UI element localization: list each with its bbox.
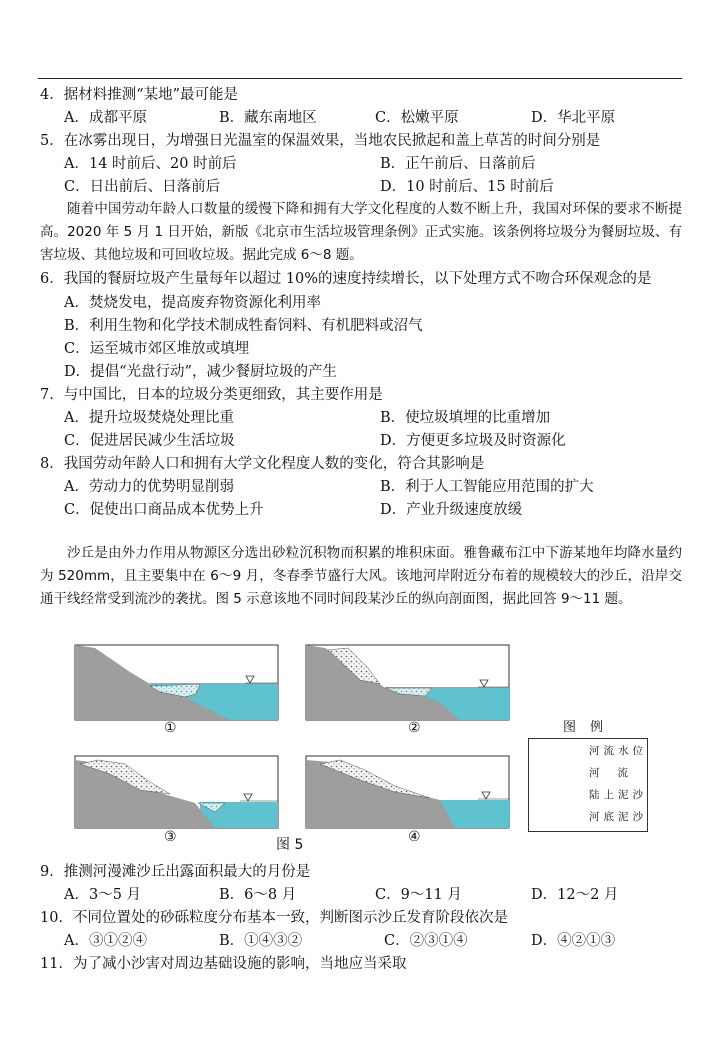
profile-panel-1: [75, 645, 278, 720]
panel-label-1: ①: [164, 720, 177, 736]
legend-box: [528, 738, 648, 832]
passage-garbage: 随着中国劳动年龄人口数量的缓慢下降和拥有大学文化程度的人数不断上升，我国对环保的要求不断提高。2020 年 5 月 1 日开始，新版《北京市生活垃圾管理条例》正式实施。该条例将垃圾分为餐厨垃圾、有害垃圾、其他垃圾和可回收垃圾。据此完成 6～8 题。: [40, 201, 682, 263]
q9-option-d: D．12～2 月: [531, 887, 619, 903]
q5-option-b: B．正午前后、日落前后: [380, 156, 536, 172]
q8-option-c: C．促使出口商品成本优势上升: [64, 502, 264, 518]
q10-stem: 10．不同位置处的砂砾粒度分布基本一致，判断图示沙丘发育阶段依次是: [40, 910, 508, 926]
q8-option-a: A．劳动力的优势明显削弱: [64, 479, 234, 495]
q5-option-c: C．日出前后、日落前后: [64, 179, 221, 195]
q6-stem: 6．我国的餐厨垃圾产生量每年以超过 10%的速度持续增长，以下处理方式不吻合环保观念的是: [40, 271, 652, 287]
q4-option-d: D．华北平原: [531, 110, 616, 126]
q7-stem: 7．与中国比，日本的垃圾分类更细致，其主要作用是: [40, 387, 383, 403]
passage-dune: 沙丘是由外力作用从物源区分选出砂粒沉积物而积累的堆积床面。雅鲁藏布江中下游某地年均降水量约为 520mm，且主要集中在 6～9 月，冬春季节盛行大风。该地河岸附近分布着的规模较大的沙丘，沿岸交通干线经常受到流沙的袭扰。图 5 示意该地不同时间段某沙丘的纵向剖面图，据此回答 9～11 题。: [40, 545, 682, 607]
q10-option-b: B．①④③②: [219, 933, 303, 949]
riverbed-sand-label: 河底泥沙: [589, 811, 647, 823]
q10-option-d: D．④②①③: [531, 933, 616, 949]
q6-option-a: A．焚烧发电，提高废弃物资源化利用率: [64, 295, 321, 311]
land-sand-label: 陆上泥沙: [589, 789, 647, 801]
q8-option-d: D．产业升级速度放缓: [380, 502, 523, 518]
q9-option-a: A．3～5 月: [64, 887, 142, 903]
q9-stem: 9．推测河漫滩沙丘出露面积最大的月份是: [40, 864, 311, 880]
q6-option-b: B．利用生物和化学技术制成牲畜饲料、有机肥料或沼气: [64, 318, 423, 334]
q10-option-a: A．③①②④: [64, 933, 147, 949]
q5-option-a: A．14 时前后、20 时前后: [64, 156, 237, 172]
q7-option-d: D．方便更多垃圾及时资源化: [380, 433, 566, 449]
q8-option-b: B．利于人工智能应用范围的扩大: [380, 479, 594, 495]
profile-panel-4: [306, 756, 509, 828]
panel-label-2: ②: [408, 720, 421, 736]
panel-label-3: ③: [164, 829, 177, 845]
q4-option-c: C．松嫩平原: [375, 110, 459, 126]
q6-option-d: D．提倡“光盘行动”，减少餐厨垃圾的产生: [64, 364, 337, 380]
q4-option-b: B．藏东南地区: [219, 110, 317, 126]
q7-option-c: C．促进居民减少生活垃圾: [64, 433, 235, 449]
q5-option-d: D．10 时前后、15 时前后: [380, 179, 554, 195]
q10-option-c: C．②③①④: [384, 933, 468, 949]
q4-option-a: A．成都平原: [64, 110, 147, 126]
q9-option-c: C．9～11 月: [375, 887, 462, 903]
q5-stem: 5．在冰雾出现日，为增强日光温室的保温效果，当地农民掀起和盖上草苫的时间分别是: [40, 133, 601, 149]
river-label: 河流: [589, 767, 646, 779]
profile-panel-3: [75, 756, 278, 828]
q7-option-b: B．使垃圾填埋的比重增加: [380, 410, 551, 426]
water-level-label: 河流水位: [589, 745, 647, 757]
legend-title: 图例: [563, 720, 618, 735]
profile-panel-2: [306, 645, 509, 720]
q8-stem: 8．我国劳动年龄人口和拥有大学文化程度人数的变化，符合其影响是: [40, 456, 485, 472]
q6-option-c: C．运至城市郊区堆放或填埋: [64, 341, 250, 357]
figure-caption: 图 5: [276, 837, 304, 853]
q11-stem: 11．为了减小沙害对周边基础设施的影响，当地应当采取: [40, 956, 407, 972]
panel-label-4: ④: [408, 829, 421, 845]
q4-stem: 4．据材料推测“某地”最可能是: [40, 87, 239, 103]
q7-option-a: A．提升垃圾焚烧处理比重: [64, 410, 234, 426]
q9-option-b: B．6～8 月: [219, 887, 297, 903]
